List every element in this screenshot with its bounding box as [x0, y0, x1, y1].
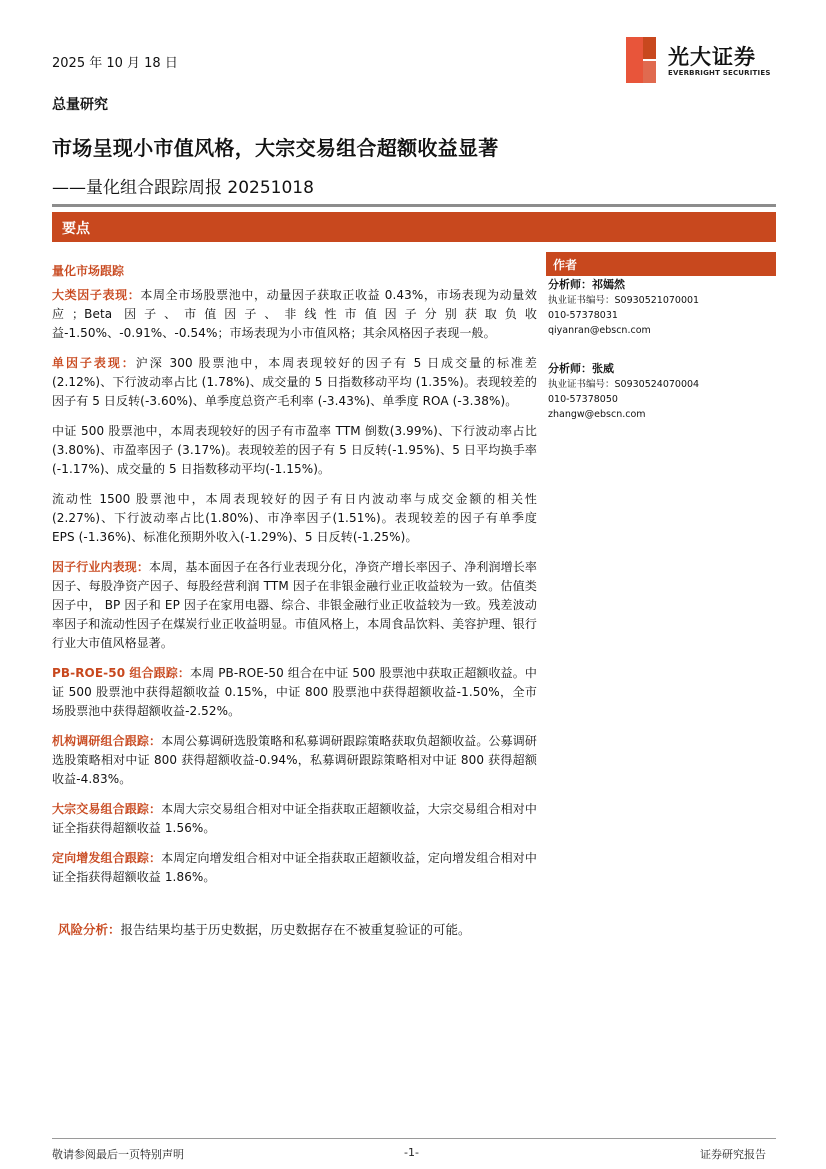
paragraph-label: 机构调研组合跟踪：	[52, 734, 162, 748]
paragraph-text: 中证 500 股票池中，本周表现较好的因子有市盈率 TTM 倒数(3.99%)、下行波动率占比 (3.80%)、市盈率因子 (3.17%)。表现较差的因子有 5 日反转(-1.95%)、5 日平均换手率(-1.17%)、成交量的 5 日指数移动平均(-1.15%)。	[52, 424, 537, 476]
analyst-cert: 执业证书编号：S0930524070004	[548, 379, 700, 390]
authors-banner	[546, 252, 776, 276]
analyst-card	[548, 361, 699, 422]
report-title: 市场呈现小市值风格，大宗交易组合超额收益显著	[52, 136, 499, 160]
paragraph-label: PB-ROE-50 组合跟踪：	[52, 666, 191, 680]
paragraph-text: 本周大宗交易组合相对中证全指获取正超额收益，大宗交易组合相对中证全指获得超额收益 1.56%。	[52, 802, 538, 835]
paragraph-private-placement	[52, 849, 537, 887]
paragraph-block-trade	[52, 800, 537, 838]
analyst-name: 分析师：祁嫣然	[548, 278, 625, 291]
analyst-cert: 执业证书编号：S0930521070001	[548, 295, 700, 306]
risk-text: 报告结果均基于历史数据，历史数据存在不被重复验证的可能。	[120, 922, 471, 937]
paragraph-csi500	[52, 422, 537, 479]
analyst-email: zhangw@ebscn.com	[548, 409, 646, 420]
footer-divider	[52, 1138, 776, 1139]
paragraph-text: 本周全市场股票池中，动量因子获取正收益 0.43%，市场表现为动量效应；Beta 因子、市值因子、非线性市值因子分别获取负收益-1.50%、-0.91%、-0.54%；市场表现为小市值风格；其余风格因子表现一般。	[52, 288, 537, 340]
paragraph-industry-factors	[52, 558, 537, 653]
paragraph-institutional-research	[52, 732, 537, 789]
page-number: -1-	[404, 1146, 419, 1159]
paragraph-text: 本周定向增发组合相对中证全指获取正超额收益，定向增发组合相对中证全指获得超额收益 1.86%。	[52, 851, 538, 884]
paragraph-label: 定向增发组合跟踪：	[52, 851, 162, 865]
paragraph-style-factors	[52, 286, 537, 343]
logo-chinese-name: 光大证券	[668, 45, 756, 69]
paragraph-label: 因子行业内表现：	[52, 560, 150, 574]
authors-heading: 作者	[553, 258, 578, 272]
report-category: 总量研究	[52, 97, 108, 113]
risk-analysis	[58, 920, 471, 938]
key-points-heading: 要点	[62, 221, 90, 237]
paragraph-text: 沪深 300 股票池中，本周表现较好的因子有 5 日成交量的标准差 (2.12%)、下行波动率占比 (1.78%)、成交量的 5 日指数移动平均 (1.35%)。表现较差的因子有 5 日反转(-3.60%)、单季度总资产毛利率 (-3.43%)、单季度 ROA (-3.38%)。	[52, 356, 537, 408]
everbright-logo	[626, 37, 776, 83]
paragraph-liquidity1500	[52, 490, 537, 547]
footer-report-type: 证券研究报告	[700, 1148, 766, 1161]
analyst-phone: 010-57378031	[548, 310, 618, 321]
title-divider	[52, 204, 776, 207]
everbright-logo-icon	[626, 37, 656, 83]
paragraph-text: 本周，基本面因子在各行业表现分化，净资产增长率因子、净利润增长率因子、每股净资产因子、每股经营利润 TTM 因子在非银金融行业正收益较为一致。估值类因子中， BP 因子和 EP 因子在家用电器、综合、非银金融行业正收益较为一致。残差波动率因子和流动性因子在煤炭行业正收益明显。市值风格上，本周食品饮料、美容护理、银行行业大市值风格显著。	[52, 560, 538, 650]
footer-disclaimer: 敬请参阅最后一页特别声明	[52, 1148, 184, 1161]
key-points-body	[52, 286, 537, 898]
analyst-card	[548, 277, 699, 338]
section-title: 量化市场跟踪	[52, 264, 125, 278]
key-points-banner	[52, 212, 776, 242]
paragraph-label: 大宗交易组合跟踪：	[52, 802, 162, 816]
logo-english-name: EVERBRIGHT SECURITIES	[668, 69, 771, 77]
paragraph-text: 本周 PB-ROE-50 组合在中证 500 股票池中获取正超额收益。中证 500 股票池中获得超额收益 0.15%，中证 800 股票池中获得超额收益-1.50%，全市场股票池中获得超额收益-2.52%。	[52, 666, 538, 718]
analyst-phone: 010-57378050	[548, 394, 618, 405]
analyst-name: 分析师：张威	[548, 362, 614, 375]
risk-label: 风险分析：	[58, 922, 121, 937]
paragraph-text: 本周公募调研选股策略和私募调研跟踪策略获取负超额收益。公募调研选股策略相对中证 800 获得超额收益-0.94%，私募调研跟踪策略相对中证 800 获得超额收益-4.83%。	[52, 734, 538, 786]
analyst-email: qiyanran@ebscn.com	[548, 325, 651, 336]
paragraph-pb-roe-50	[52, 664, 537, 721]
paragraph-text: 流动性 1500 股票池中，本周表现较好的因子有日内波动率与成交金额的相关性(2.27%)、下行波动率占比(1.80%)、市净率因子(1.51%)。表现较差的因子有单季度 EPS (-1.36%)、标准化预期外收入(-1.29%)、5 日反转(-1.25%)。	[52, 492, 537, 544]
report-subtitle: ——量化组合跟踪周报 20251018	[52, 178, 314, 198]
paragraph-label: 单因子表现：	[52, 356, 136, 370]
report-date: 2025 年 10 月 18 日	[52, 56, 178, 71]
paragraph-single-factor	[52, 354, 537, 411]
paragraph-label: 大类因子表现：	[52, 288, 141, 302]
